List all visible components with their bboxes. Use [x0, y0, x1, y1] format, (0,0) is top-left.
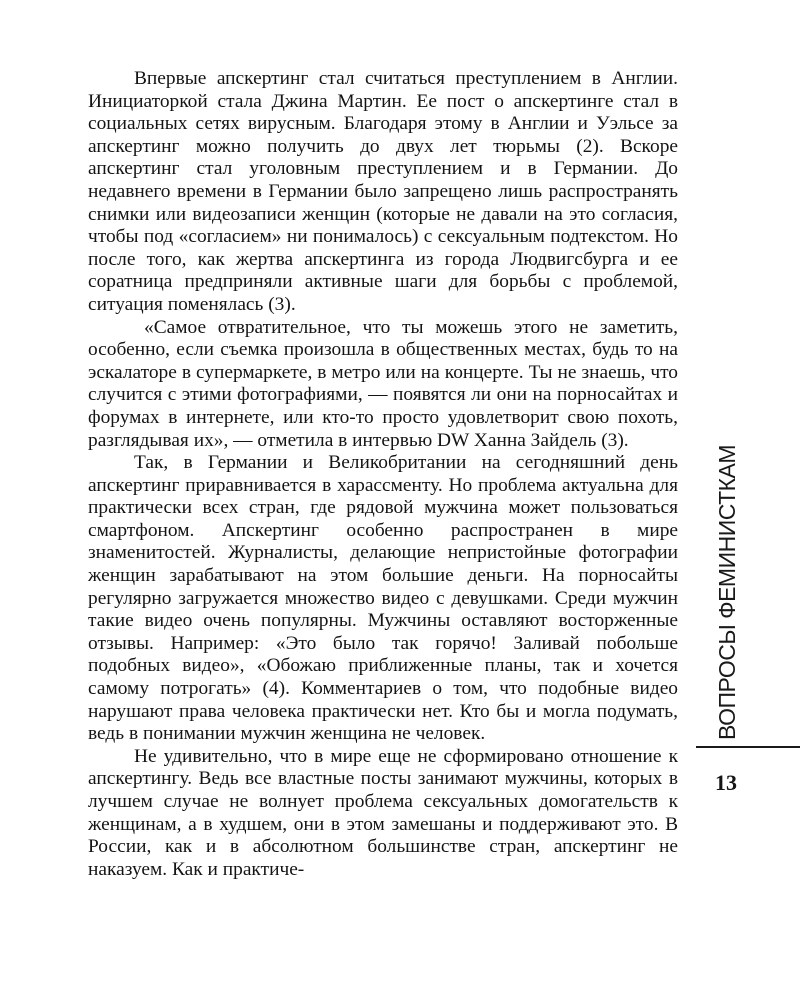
- paragraph-4: Не удивительно, что в мире еще не сформировано отношение к апскертингу. Ведь все властные посты занимают мужчины, которых в лучшем случае не волнует проблема сексуальных домогательств к женщинам, а в худшем, они в этом замешаны и поддерживают это. В России, как и в абсолютном большинстве стран, апскертинг не наказуем. Как и практиче-: [88, 745, 678, 880]
- body-text: [88, 68, 678, 881]
- page-number: 13: [715, 770, 737, 795]
- paragraph-1: Впервые апскертинг стал считаться преступлением в Англии. Инициаторкой стала Джина Мартин. Ее пост о апскертинге стал в социальных сетях вирусным. Благодаря этому в Англии и Уэльсе за апскертинг можно получить до двух лет тюрьмы (2). Вскоре апскертинг стал уголовным преступлением и в Германии. До недавнего времени в Германии было запрещено лишь распространять снимки или видеозаписи женщин (которые не давали на это согласия, чтобы под «согласием» ни понималось) с сексуальным подтекстом. Но после того, как жертва апскертинга из города Людвигсбурга и ее соратница предприняли активные шаги для борьбы с проблемой, ситуация поменялась (3).: [88, 68, 678, 315]
- margin-rule: [696, 746, 800, 748]
- paragraph-quote: «Самое отвратительное, что ты можешь этого не заметить, особенно, если съемка произошла в общественных местах, будь то на эскалаторе в супермаркете, в метро или на концерте. Ты не знаешь, что случится с этими фотографиями, — появятся ли они на порносайтах и форумах в интернете, или кто-то просто удовлетворит свою похоть, разглядывая их», — отметила в интервью DW Ханна Зайдель (3).: [88, 316, 678, 451]
- paragraph-3: Так, в Германии и Великобритании на сегодняшний день апскертинг приравнивается в харассменту. Но проблема актуальна для практически всех стран, где рядовой мужчина может пользоваться смартфоном. Апскертинг особенно распространен в мире знаменитостей. Журналисты, делающие непристойные фотографии женщин зарабатывают на этом большие деньги. На порносайты регулярно загружается множество видео с девушками. Среди мужчин такие видео очень популярны. Мужчины оставляют восторженные отзывы. Например: «Это было так горячо! Заливай побольше подобных видео», «Обожаю приближенные планы, так и хочется самому потрогать» (4). Комментариев о том, что подобные видео нарушают права человека практически нет. Кто бы и могла подумать, ведь в понимании мужчин женщина не человек.: [88, 452, 678, 745]
- running-head: ВОПРОСЫ ФЕМИНИСТКАМ: [714, 444, 740, 740]
